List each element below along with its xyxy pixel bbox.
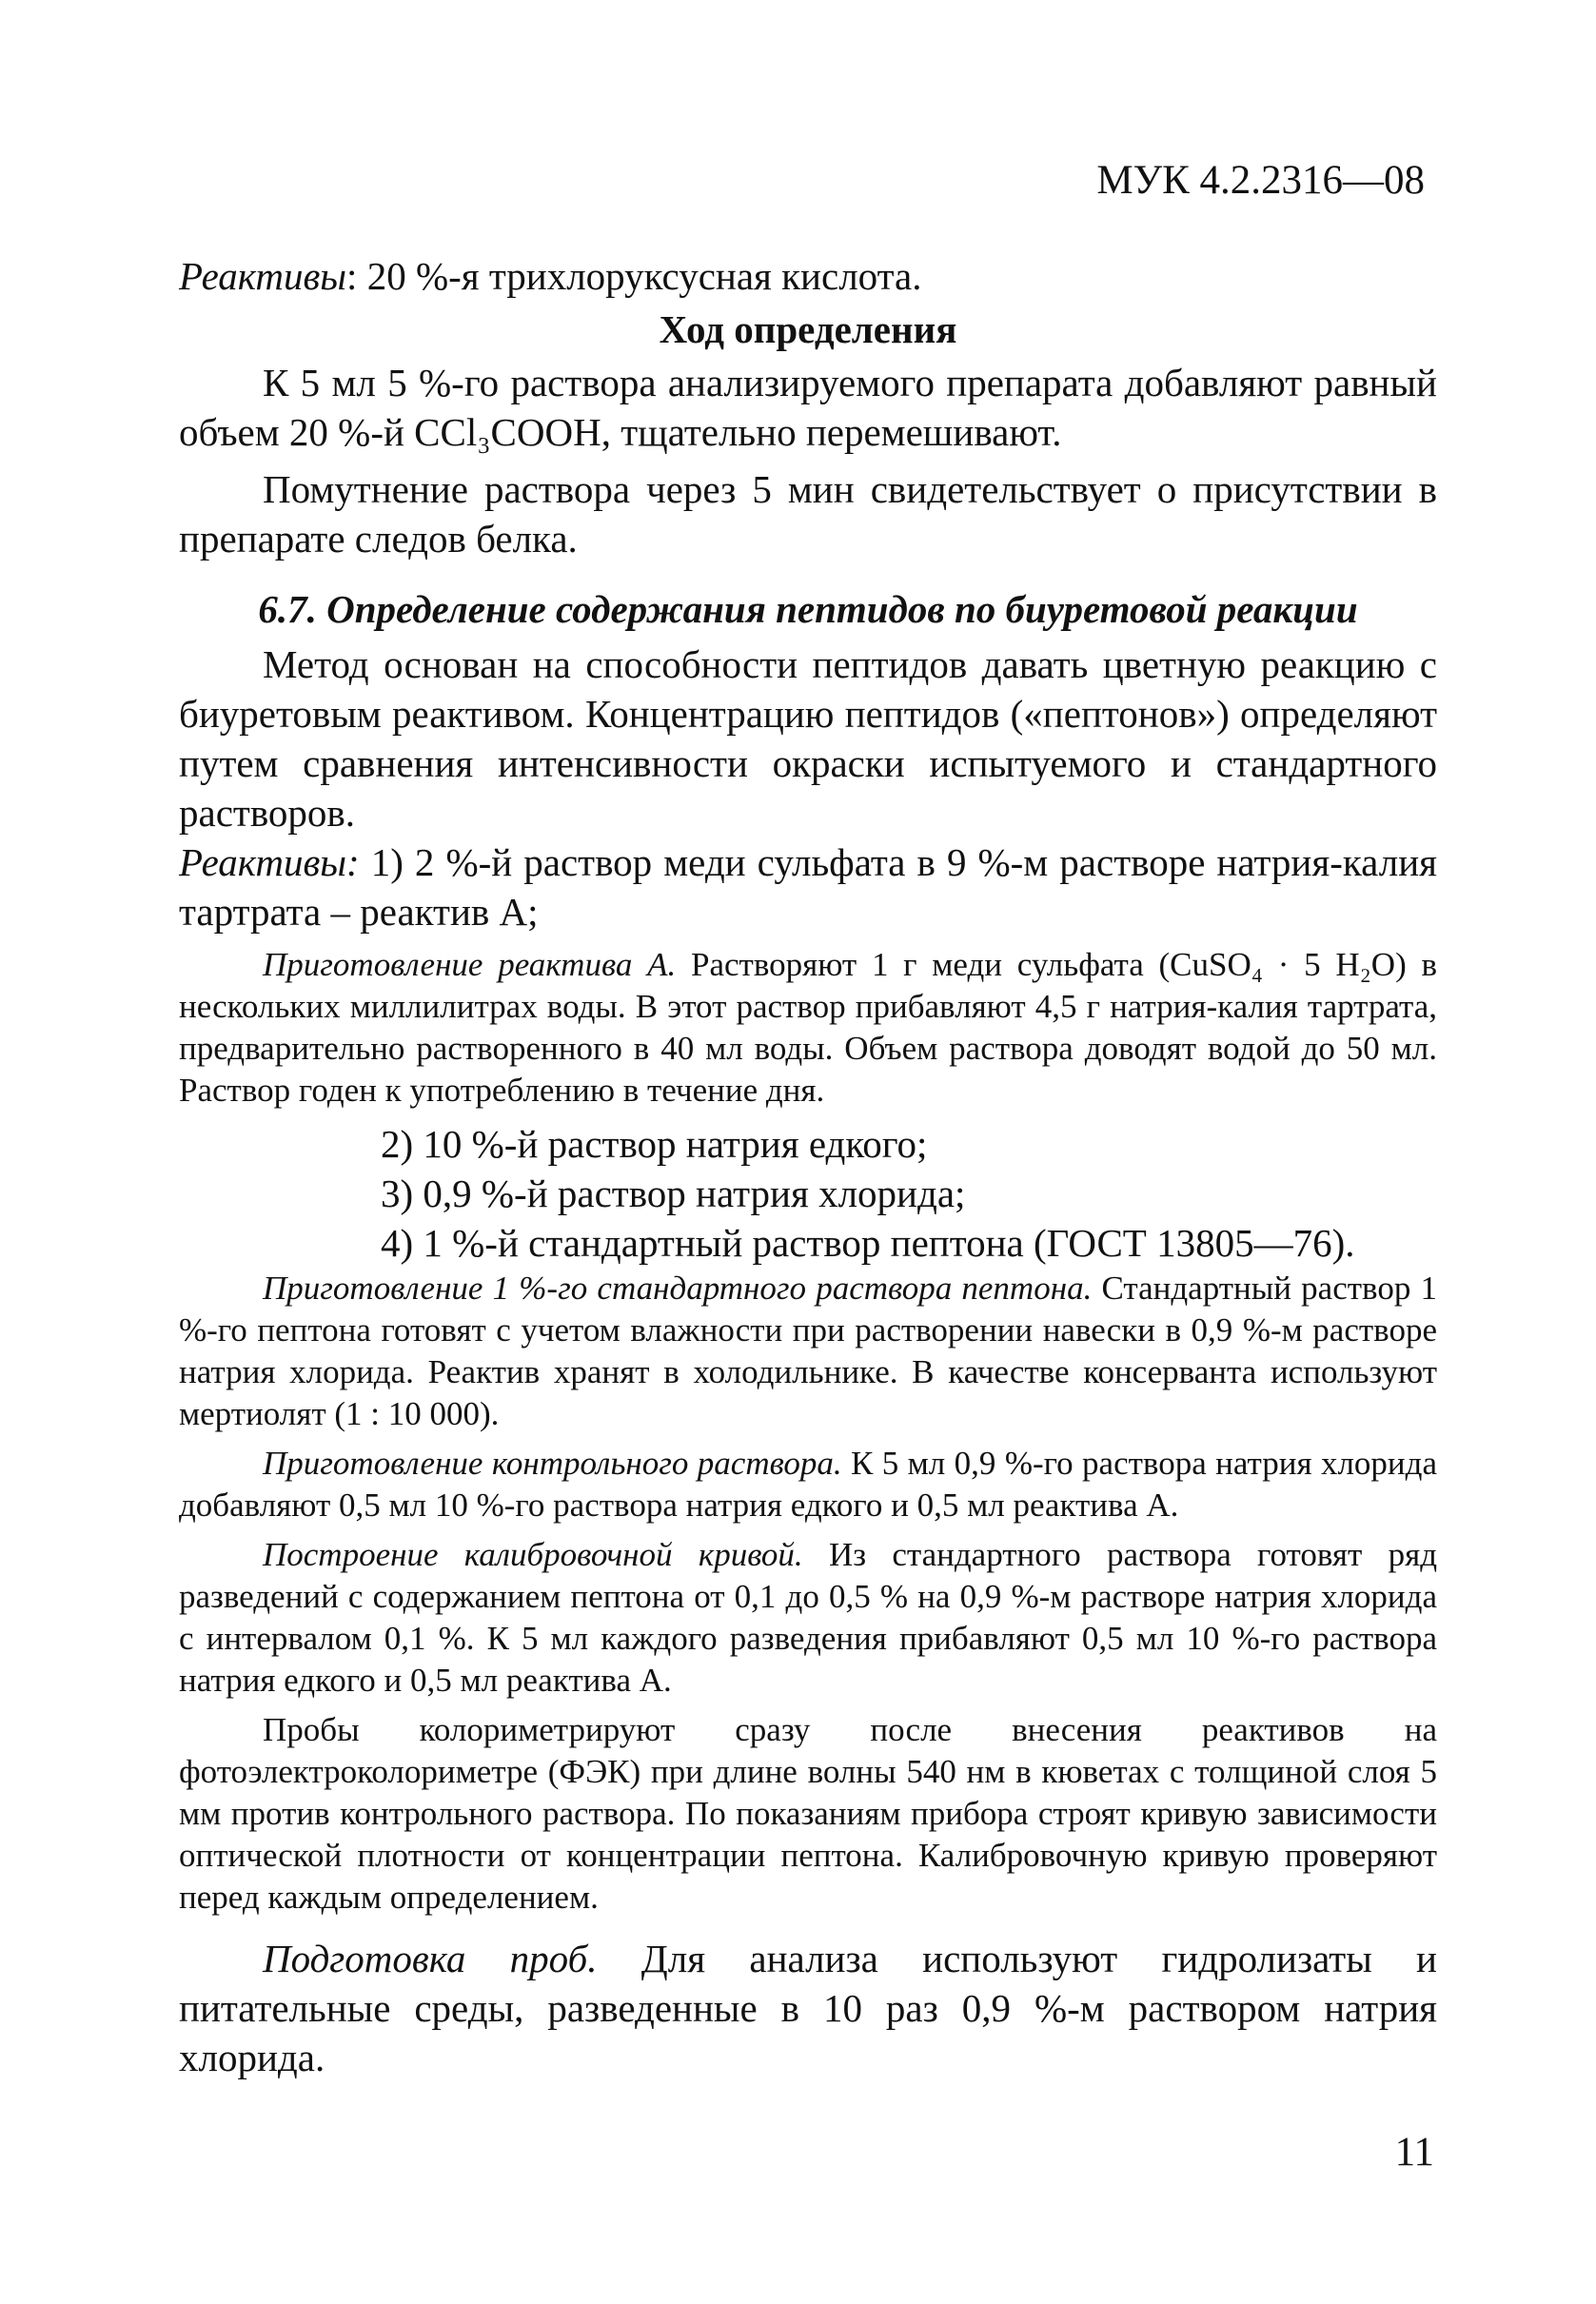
prep-control-label: Приготовление контрольного раствора. — [263, 1445, 842, 1482]
reagent-item-4: 4) 1 %-й стандартный раствор пептона (ГОСТ 13805—76). — [381, 1221, 1355, 1265]
reagent-item-1: 1) 2 %-й раствор меди сульфата в 9 %-м растворе натрия-калия тартрата – реактив А; — [179, 840, 1437, 934]
section-reagents-label: Реактивы: — [179, 840, 360, 884]
reagent-item-3: 3) 0,9 %-й раствор натрия хлорида; — [381, 1172, 966, 1215]
document-body — [179, 251, 1437, 2082]
prep-reagent-a-text: Растворяют 1 г меди сульфата (CuSO₄ · 5 H₂O) в нескольких миллилитрах воды. В этот раствор прибавляют 4,5 г натрия-калия тартрата, предварительно растворенного в 40 мл воды. Объем раствора доводят водой до 50 мл. Раствор годен к употреблению в течение дня. — [179, 946, 1437, 1109]
prep-control — [179, 1443, 1437, 1526]
reagents-intro — [179, 251, 1437, 301]
calibration-text: Из стандартного раствора готовят ряд разведений с содержанием пептона от 0,1 до 0,5 % на 0,9 %-м растворе натрия хлорида с интервалом 0,1 %. К 5 мл каждого разведения прибавляют 0,5 мл 10 %-го раствора натрия едкого и 0,5 мл реактива А. — [179, 1536, 1438, 1699]
section-title: 6.7. Определение содержания пептидов по биуретовой реакции — [258, 587, 1358, 631]
reagents-list-start — [179, 837, 1437, 936]
prep-standard-label: Приготовление 1 %-го стандартного раствора пептона. — [263, 1270, 1093, 1307]
sample-prep-text: Для анализа используют гидролизаты и питательные среды, разведенные в 10 раз 0,9 %-м раствором натрия хлорида. — [179, 1937, 1437, 2079]
page-number: 11 — [1394, 2130, 1434, 2175]
calibration — [179, 1534, 1437, 1702]
procedure-paragraph-1: К 5 мл 5 %-го раствора анализируемого препарата добавляют равный объем 20 %-й CCl₃COOH, тщательно перемешивают. — [179, 361, 1437, 454]
colorimetry-paragraph: Пробы колориметрируют сразу после внесения реактивов на фотоэлектроколориметре (ФЭК) при длине волны 540 нм в кюветах с толщиной слоя 5 мм против контрольного раствора. По показаниям прибора строят кривую зависимости оптической плотности от концентрации пептона. Калибровочную кривую проверяют перед каждым определением. — [179, 1711, 1437, 1916]
section-intro: Метод основан на способности пептидов давать цветную реакцию с биуретовым реактивом. Концентрацию пептидов («пептонов») определяют путем сравнения интенсивности окраски испытуемого и стандартного растворов. — [179, 642, 1437, 835]
sample-prep-label: Подготовка проб. — [263, 1937, 598, 1980]
reagent-item-2: 2) 10 %-й раствор натрия едкого; — [381, 1122, 928, 1166]
procedure-paragraph-2: Помутнение раствора через 5 мин свидетельствует о присутствии в препарате следов белка. — [179, 467, 1437, 561]
prep-standard — [179, 1268, 1437, 1435]
calibration-label: Построение калибровочной кривой. — [263, 1536, 803, 1573]
reagents-label: Реактивы — [179, 254, 347, 298]
sample-prep — [179, 1934, 1437, 2082]
prep-standard-text: Стандартный раствор 1 %-го пептона готовят с учетом влажности при растворении навески в 0,9 %-м растворе натрия хлорида. Реактив хранят в холодильнике. В качестве консерванта используют мертиолят (1 : 10 000). — [179, 1270, 1437, 1432]
document-code: МУК 4.2.2316—08 — [1096, 158, 1425, 203]
prep-reagent-a-label: Приготовление реактива А. — [263, 946, 677, 983]
procedure-heading: Ход определения — [659, 307, 957, 351]
reagents-text: : 20 %-я трихлоруксусная кислота. — [346, 254, 922, 298]
prep-control-text: К 5 мл 0,9 %-го раствора натрия хлорида добавляют 0,5 мл 10 %-го раствора натрия едкого и 0,5 мл реактива А. — [179, 1445, 1437, 1524]
prep-reagent-a — [179, 944, 1437, 1112]
